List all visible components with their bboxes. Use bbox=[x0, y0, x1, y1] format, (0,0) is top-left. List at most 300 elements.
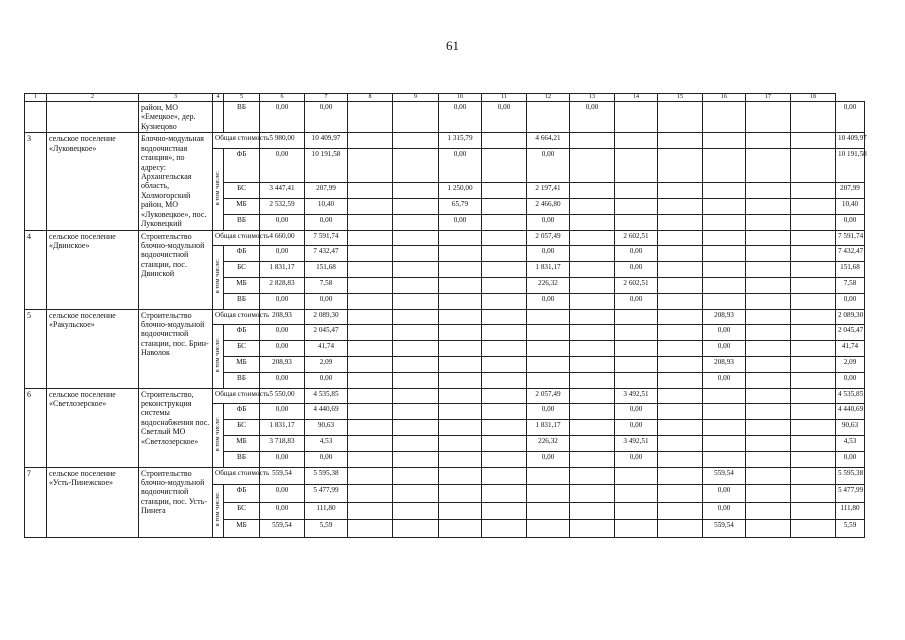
value-cell bbox=[482, 485, 527, 503]
value-cell bbox=[393, 293, 439, 309]
value-cell bbox=[393, 502, 439, 520]
cost-category: ВБ bbox=[224, 372, 260, 388]
value-cell bbox=[393, 451, 439, 467]
value-cell bbox=[658, 372, 703, 388]
object-description: Строительство блочно-модульной водоочистной станции, пос. Двинской bbox=[139, 230, 213, 309]
column-number: 17 bbox=[746, 94, 791, 102]
value-cell bbox=[703, 230, 746, 246]
value-cell: 2 057,49 bbox=[527, 230, 570, 246]
value-cell bbox=[703, 214, 746, 230]
value-cell: 3 718,83 bbox=[260, 435, 305, 451]
value-cell bbox=[482, 325, 527, 341]
value-cell bbox=[527, 101, 570, 132]
value-cell bbox=[658, 277, 703, 293]
value-cell bbox=[703, 246, 746, 262]
value-cell bbox=[439, 341, 482, 357]
value-cell bbox=[791, 372, 836, 388]
value-cell bbox=[348, 309, 393, 325]
value-cell: 0,00 bbox=[615, 404, 658, 420]
value-cell: 0,00 bbox=[260, 485, 305, 503]
column-number: 4 bbox=[213, 94, 224, 102]
value-cell bbox=[570, 404, 615, 420]
value-cell bbox=[703, 133, 746, 149]
value-cell bbox=[570, 341, 615, 357]
value-cell bbox=[348, 520, 393, 538]
value-cell bbox=[570, 230, 615, 246]
value-cell bbox=[482, 467, 527, 485]
value-cell bbox=[791, 485, 836, 503]
value-cell bbox=[658, 293, 703, 309]
value-cell: 207,99 bbox=[836, 183, 865, 199]
value-cell bbox=[570, 372, 615, 388]
row-number: 6 bbox=[25, 388, 47, 467]
cost-category: ФБ bbox=[224, 149, 260, 183]
value-cell bbox=[658, 262, 703, 278]
value-cell bbox=[615, 372, 658, 388]
row-number: 4 bbox=[25, 230, 47, 309]
value-cell: 5 595,38 bbox=[305, 467, 348, 485]
value-cell: 90,63 bbox=[305, 420, 348, 436]
cost-category-total: Общая стоимость bbox=[213, 388, 260, 404]
value-cell bbox=[482, 341, 527, 357]
value-cell bbox=[482, 133, 527, 149]
value-cell: 1 831,17 bbox=[527, 420, 570, 436]
column-number: 8 bbox=[348, 94, 393, 102]
value-cell: 7 591,74 bbox=[305, 230, 348, 246]
value-cell bbox=[703, 435, 746, 451]
value-cell bbox=[658, 404, 703, 420]
value-cell bbox=[482, 502, 527, 520]
value-cell: 1 315,79 bbox=[439, 133, 482, 149]
value-cell: 0,00 bbox=[305, 214, 348, 230]
value-cell: 0,00 bbox=[703, 502, 746, 520]
value-cell bbox=[658, 133, 703, 149]
value-cell bbox=[393, 198, 439, 214]
value-cell bbox=[393, 133, 439, 149]
value-cell bbox=[658, 101, 703, 132]
value-cell: 0,00 bbox=[703, 325, 746, 341]
value-cell bbox=[393, 277, 439, 293]
column-number: 10 bbox=[439, 94, 482, 102]
value-cell bbox=[570, 277, 615, 293]
in-total-label: в том числе: bbox=[214, 417, 222, 452]
cost-category: ВБ bbox=[224, 293, 260, 309]
value-cell bbox=[791, 325, 836, 341]
column-number: 7 bbox=[305, 94, 348, 102]
value-cell bbox=[439, 325, 482, 341]
value-cell: 151,68 bbox=[305, 262, 348, 278]
value-cell: 5 980,00 bbox=[260, 133, 305, 149]
value-cell bbox=[439, 262, 482, 278]
value-cell bbox=[393, 183, 439, 199]
value-cell bbox=[348, 277, 393, 293]
value-cell bbox=[746, 372, 791, 388]
value-cell bbox=[615, 485, 658, 503]
value-cell bbox=[703, 420, 746, 436]
value-cell bbox=[791, 520, 836, 538]
object-description: Строительство, реконструкция системы водоснабжения пос. Светлый МО «Светлозерское» bbox=[139, 388, 213, 467]
value-cell: 0,00 bbox=[260, 404, 305, 420]
value-cell: 5,59 bbox=[305, 520, 348, 538]
value-cell bbox=[746, 309, 791, 325]
value-cell bbox=[658, 502, 703, 520]
settlement-name: сельское поселение «Светлозерское» bbox=[47, 388, 139, 467]
object-cell: район, МО «Емецкое», дер. Кузнецово bbox=[139, 101, 213, 132]
value-cell bbox=[746, 467, 791, 485]
value-cell bbox=[393, 341, 439, 357]
value-cell: 0,00 bbox=[260, 502, 305, 520]
value-cell: 0,00 bbox=[305, 101, 348, 132]
value-cell: 0,00 bbox=[615, 293, 658, 309]
value-cell bbox=[658, 149, 703, 183]
value-cell bbox=[746, 420, 791, 436]
column-number: 6 bbox=[260, 94, 305, 102]
column-number: 11 bbox=[482, 94, 527, 102]
value-cell: 111,80 bbox=[305, 502, 348, 520]
value-cell: 0,00 bbox=[260, 246, 305, 262]
value-cell bbox=[746, 198, 791, 214]
value-cell bbox=[348, 435, 393, 451]
value-cell bbox=[482, 149, 527, 183]
cost-category: БС bbox=[224, 262, 260, 278]
value-cell: 0,00 bbox=[260, 451, 305, 467]
value-cell: 559,54 bbox=[260, 520, 305, 538]
value-cell bbox=[658, 451, 703, 467]
value-cell bbox=[746, 133, 791, 149]
in-total-label: в том числе: bbox=[214, 170, 222, 206]
table-row bbox=[25, 101, 865, 132]
value-cell bbox=[791, 133, 836, 149]
value-cell: 5 595,38 bbox=[836, 467, 865, 485]
value-cell: 0,00 bbox=[260, 372, 305, 388]
value-cell: 559,54 bbox=[260, 467, 305, 485]
value-cell bbox=[746, 101, 791, 132]
value-cell: 0,00 bbox=[439, 101, 482, 132]
value-cell bbox=[527, 356, 570, 372]
value-cell bbox=[570, 420, 615, 436]
value-cell: 559,54 bbox=[703, 520, 746, 538]
value-cell bbox=[703, 293, 746, 309]
value-cell: 0,00 bbox=[615, 262, 658, 278]
value-cell: 7,58 bbox=[836, 277, 865, 293]
value-cell bbox=[570, 246, 615, 262]
value-cell bbox=[615, 467, 658, 485]
value-cell bbox=[746, 277, 791, 293]
value-cell bbox=[703, 404, 746, 420]
value-cell: 1 831,17 bbox=[260, 420, 305, 436]
table-row bbox=[25, 388, 865, 404]
value-cell bbox=[348, 198, 393, 214]
value-cell: 0,00 bbox=[615, 246, 658, 262]
cost-category: ВБ bbox=[224, 451, 260, 467]
value-cell: 2,09 bbox=[836, 356, 865, 372]
value-cell bbox=[658, 388, 703, 404]
value-cell bbox=[482, 420, 527, 436]
in-total-label-cell bbox=[213, 246, 224, 309]
value-cell bbox=[439, 230, 482, 246]
value-cell bbox=[527, 372, 570, 388]
value-cell: 7 591,74 bbox=[836, 230, 865, 246]
value-cell bbox=[393, 246, 439, 262]
value-cell: 7,58 bbox=[305, 277, 348, 293]
in-total-label: в том числе: bbox=[214, 259, 222, 294]
value-cell bbox=[439, 246, 482, 262]
value-cell bbox=[791, 309, 836, 325]
value-cell bbox=[348, 214, 393, 230]
value-cell: 0,00 bbox=[703, 485, 746, 503]
value-cell bbox=[703, 262, 746, 278]
value-cell bbox=[658, 183, 703, 199]
value-cell: 2 045,47 bbox=[836, 325, 865, 341]
table-body bbox=[25, 94, 865, 538]
column-number: 1 bbox=[25, 94, 47, 102]
value-cell bbox=[439, 502, 482, 520]
value-cell: 1 250,00 bbox=[439, 183, 482, 199]
value-cell bbox=[527, 341, 570, 357]
value-cell: 111,80 bbox=[836, 502, 865, 520]
column-number: 13 bbox=[570, 94, 615, 102]
value-cell: 10 191,58 bbox=[836, 149, 865, 183]
value-cell bbox=[482, 435, 527, 451]
value-cell bbox=[791, 388, 836, 404]
column-number: 14 bbox=[615, 94, 658, 102]
cost-category-total: Общая стоимость bbox=[213, 133, 260, 149]
value-cell bbox=[393, 214, 439, 230]
in-total-label: в том числе: bbox=[214, 338, 222, 373]
value-cell bbox=[658, 214, 703, 230]
value-cell bbox=[570, 133, 615, 149]
value-cell bbox=[393, 101, 439, 132]
column-number: 15 bbox=[658, 94, 703, 102]
value-cell: 208,93 bbox=[703, 309, 746, 325]
value-cell bbox=[393, 388, 439, 404]
cost-category: ФБ bbox=[224, 404, 260, 420]
value-cell: 10 191,58 bbox=[305, 149, 348, 183]
value-cell bbox=[570, 183, 615, 199]
value-cell bbox=[348, 133, 393, 149]
value-cell bbox=[482, 372, 527, 388]
value-cell bbox=[348, 341, 393, 357]
value-cell: 0,00 bbox=[836, 101, 865, 132]
value-cell: 2 602,51 bbox=[615, 277, 658, 293]
value-cell: 0,00 bbox=[836, 372, 865, 388]
value-cell bbox=[393, 356, 439, 372]
value-cell bbox=[658, 520, 703, 538]
value-cell bbox=[482, 404, 527, 420]
value-cell bbox=[791, 101, 836, 132]
value-cell bbox=[746, 325, 791, 341]
value-cell bbox=[615, 341, 658, 357]
value-cell: 2 057,49 bbox=[527, 388, 570, 404]
value-cell: 0,00 bbox=[527, 246, 570, 262]
in-total-label-cell bbox=[213, 404, 224, 467]
value-cell: 4 440,69 bbox=[836, 404, 865, 420]
settlement-name: сельское поселение «Ракульское» bbox=[47, 309, 139, 388]
cost-category: ФБ bbox=[224, 485, 260, 503]
value-cell: 4 535,85 bbox=[305, 388, 348, 404]
object-description: Строительство блочно-модульной водоочистной станции, пос. Брин-Наволок bbox=[139, 309, 213, 388]
value-cell: 3 492,51 bbox=[615, 388, 658, 404]
value-cell bbox=[439, 388, 482, 404]
value-cell bbox=[570, 293, 615, 309]
settlement-name: сельское поселение «Луковецкое» bbox=[47, 133, 139, 230]
value-cell: 0,00 bbox=[570, 101, 615, 132]
value-cell bbox=[482, 262, 527, 278]
value-cell: 0,00 bbox=[527, 404, 570, 420]
value-cell bbox=[746, 451, 791, 467]
table-row bbox=[25, 230, 865, 246]
value-cell: 5 550,00 bbox=[260, 388, 305, 404]
value-cell bbox=[482, 198, 527, 214]
table-row bbox=[25, 133, 865, 149]
value-cell bbox=[746, 183, 791, 199]
value-cell bbox=[615, 356, 658, 372]
cost-category: МБ bbox=[224, 435, 260, 451]
value-cell bbox=[570, 309, 615, 325]
value-cell: 2 045,47 bbox=[305, 325, 348, 341]
value-cell bbox=[482, 293, 527, 309]
value-cell bbox=[570, 325, 615, 341]
value-cell bbox=[393, 404, 439, 420]
value-cell bbox=[791, 467, 836, 485]
value-cell bbox=[746, 502, 791, 520]
value-cell: 0,00 bbox=[836, 214, 865, 230]
budget-table bbox=[24, 93, 865, 538]
value-cell bbox=[658, 341, 703, 357]
value-cell bbox=[570, 356, 615, 372]
value-cell bbox=[482, 309, 527, 325]
value-cell bbox=[703, 277, 746, 293]
value-cell bbox=[746, 214, 791, 230]
cost-category: БС bbox=[224, 502, 260, 520]
value-cell bbox=[439, 451, 482, 467]
value-cell bbox=[439, 485, 482, 503]
value-cell bbox=[615, 502, 658, 520]
value-cell: 226,32 bbox=[527, 435, 570, 451]
value-cell bbox=[658, 246, 703, 262]
value-cell bbox=[746, 293, 791, 309]
value-cell bbox=[570, 451, 615, 467]
value-cell bbox=[658, 485, 703, 503]
value-cell bbox=[703, 149, 746, 183]
value-cell: 226,32 bbox=[527, 277, 570, 293]
value-cell bbox=[439, 467, 482, 485]
value-cell bbox=[393, 435, 439, 451]
value-cell: 3 447,41 bbox=[260, 183, 305, 199]
cost-category: ФБ bbox=[224, 325, 260, 341]
value-cell: 208,93 bbox=[260, 356, 305, 372]
value-cell bbox=[746, 404, 791, 420]
value-cell: 2 466,80 bbox=[527, 198, 570, 214]
value-cell bbox=[570, 388, 615, 404]
value-cell bbox=[791, 435, 836, 451]
value-cell bbox=[348, 404, 393, 420]
value-cell bbox=[482, 230, 527, 246]
value-cell bbox=[393, 325, 439, 341]
value-cell: 2 828,83 bbox=[260, 277, 305, 293]
value-cell bbox=[482, 246, 527, 262]
value-cell bbox=[439, 520, 482, 538]
value-cell: 10,40 bbox=[305, 198, 348, 214]
value-cell bbox=[746, 435, 791, 451]
value-cell bbox=[348, 293, 393, 309]
value-cell: 65,79 bbox=[439, 198, 482, 214]
value-cell bbox=[439, 372, 482, 388]
value-cell bbox=[615, 183, 658, 199]
value-cell: 0,00 bbox=[615, 451, 658, 467]
value-cell bbox=[348, 246, 393, 262]
object-description: Блочно-модульная водоочистная станция», по адресу: Архангельская область, Холмогорский район, МО «Луковецкое», пос. Луковецкий bbox=[139, 133, 213, 230]
value-cell bbox=[348, 230, 393, 246]
value-cell: 0,00 bbox=[527, 451, 570, 467]
value-cell bbox=[348, 325, 393, 341]
in-total-label: в том числе: bbox=[214, 492, 222, 527]
cost-category: МБ bbox=[224, 198, 260, 214]
table-row bbox=[25, 309, 865, 325]
value-cell: 7 432,47 bbox=[305, 246, 348, 262]
value-cell bbox=[791, 183, 836, 199]
value-cell: 10 409,97 bbox=[836, 133, 865, 149]
column-number: 3 bbox=[139, 94, 213, 102]
value-cell bbox=[746, 149, 791, 183]
value-cell bbox=[703, 183, 746, 199]
value-cell: 4 660,00 bbox=[260, 230, 305, 246]
in-total-label-cell bbox=[213, 325, 224, 388]
value-cell bbox=[482, 356, 527, 372]
value-cell bbox=[439, 420, 482, 436]
value-cell bbox=[482, 277, 527, 293]
value-cell bbox=[393, 420, 439, 436]
value-cell bbox=[746, 230, 791, 246]
value-cell bbox=[703, 198, 746, 214]
settlement-name: сельское поселение «Усть-Пинежское» bbox=[47, 467, 139, 537]
value-cell: 0,00 bbox=[527, 293, 570, 309]
value-cell: 0,00 bbox=[305, 293, 348, 309]
object-description: Строительство блочно-модульной водоочистной станции, пос. Усть-Пинега bbox=[139, 467, 213, 537]
value-cell: 5 477,99 bbox=[836, 485, 865, 503]
column-number: 16 bbox=[703, 94, 746, 102]
value-cell bbox=[393, 309, 439, 325]
value-cell bbox=[570, 214, 615, 230]
value-cell bbox=[527, 325, 570, 341]
value-cell bbox=[615, 133, 658, 149]
value-cell: 4,53 bbox=[836, 435, 865, 451]
value-cell bbox=[482, 451, 527, 467]
value-cell: 0,00 bbox=[260, 341, 305, 357]
row-number: 7 bbox=[25, 467, 47, 537]
value-cell: 2 089,30 bbox=[305, 309, 348, 325]
cost-category: МБ bbox=[224, 277, 260, 293]
value-cell bbox=[348, 467, 393, 485]
cost-category: ФБ bbox=[224, 246, 260, 262]
value-cell bbox=[348, 262, 393, 278]
value-cell: 2 532,59 bbox=[260, 198, 305, 214]
value-cell bbox=[527, 309, 570, 325]
value-cell bbox=[658, 309, 703, 325]
value-cell bbox=[439, 404, 482, 420]
value-cell bbox=[439, 435, 482, 451]
value-cell bbox=[746, 520, 791, 538]
value-cell bbox=[791, 404, 836, 420]
value-cell: 4 535,85 bbox=[836, 388, 865, 404]
row-number-cell bbox=[25, 101, 47, 132]
value-cell: 7 432,47 bbox=[836, 246, 865, 262]
value-cell bbox=[791, 149, 836, 183]
value-cell: 208,93 bbox=[260, 309, 305, 325]
value-cell bbox=[570, 520, 615, 538]
value-cell: 5 477,99 bbox=[305, 485, 348, 503]
value-cell: 0,00 bbox=[260, 101, 305, 132]
